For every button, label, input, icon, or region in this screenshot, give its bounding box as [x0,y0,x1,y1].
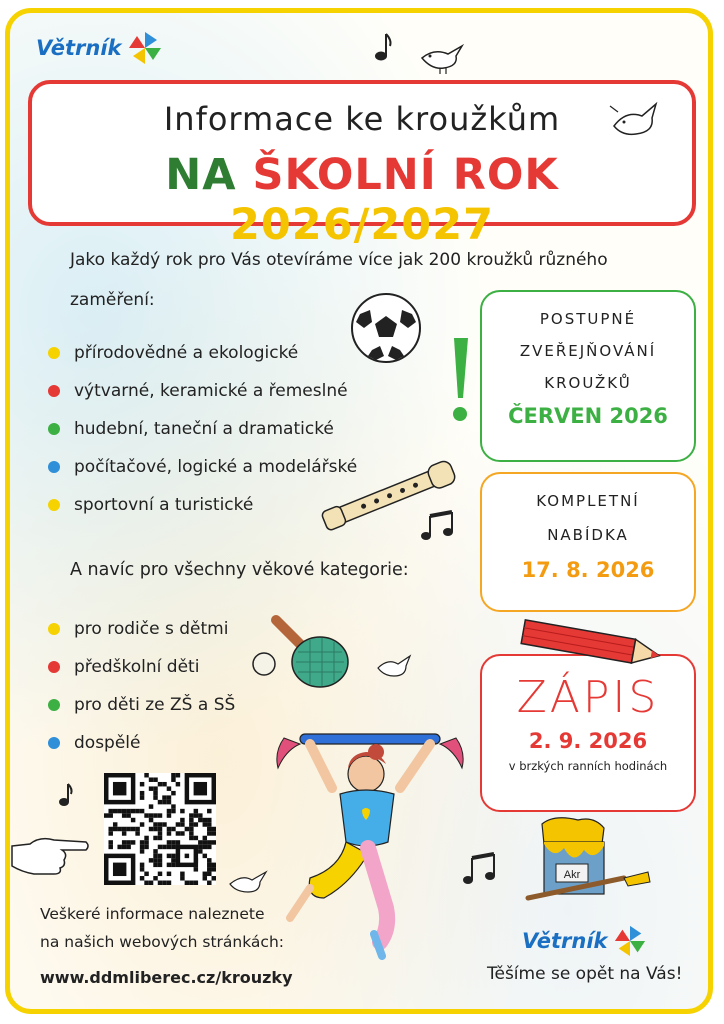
pinwheel-icon [613,924,647,958]
bullet-dot [48,385,60,397]
panel-offer-line2: NABÍDKA [547,526,629,544]
bird-icon [418,40,466,76]
panel-complete-offer [480,472,696,612]
title-part-3: ROK [452,150,559,200]
list-item [48,486,357,524]
title-heading: Informace ke kroužkům [163,100,561,138]
age-group-list [48,610,235,762]
brand-logo-bottom [522,924,647,958]
age-group-label: pro děti ze ZŠ a SŠ [74,695,236,715]
qr-code[interactable] [104,773,216,885]
panel-enrol-note: v brzkých ranních hodinách [508,759,668,773]
bullet-dot [48,461,60,473]
double-note-icon [462,852,498,886]
pinwheel-icon [127,30,163,66]
bullet-dot [48,623,60,635]
footer-line-2: na našich webových stránkách: [40,933,284,951]
panel-offer-date: 17. 8. 2026 [521,558,655,582]
pencil-icon [518,618,668,672]
paint-label: Akr [563,869,581,881]
paint-can-icon [524,814,664,910]
bullet-dot [48,347,60,359]
age-group-label: pro rodiče s dětmi [74,619,229,639]
intro-text [70,240,608,320]
small-bird-icon [374,652,414,682]
footer-line-1: Veškeré informace naleznete [40,905,265,923]
dove-icon [608,96,662,140]
list-item [48,448,357,486]
title-part-2: ŠKOLNÍ [252,150,453,200]
list-item [48,372,357,410]
category-label: počítačové, logické a modelářské [74,457,358,477]
website-link[interactable]: www.ddmliberec.cz/krouzky [40,968,293,987]
bullet-dot [48,661,60,673]
bullet-dot [48,699,60,711]
category-label: sportovní a turistické [74,495,254,515]
brand-name: Větrník [522,929,608,953]
intro-line-1: Jako každý rok pro Vás otevíráme více jak 200 kroužků různého [70,250,608,270]
music-note-icon [374,32,394,62]
category-label: výtvarné, keramické a řemeslné [74,381,348,401]
title-school-year [32,150,692,250]
title-part-4: 2026/2027 [229,200,495,250]
panel-gradual-date: ČERVEN 2026 [508,404,668,428]
small-bird-icon [226,866,270,898]
panel-gradual-line1: POSTUPNÉ [539,310,637,328]
category-list [48,334,357,524]
bullet-dot [48,499,60,511]
list-item [48,334,357,372]
panel-offer-line1: KOMPLETNÍ [536,492,640,510]
footer-info [40,900,284,956]
bullet-dot [48,737,60,749]
title-box [28,80,696,250]
age-group-label: předškolní děti [74,657,200,677]
list-item [48,724,235,762]
double-note-icon [420,512,456,542]
panel-enrol-title: ZÁPIS [516,672,660,723]
age-group-label: dospělé [74,733,141,753]
title-part-1: NA [165,150,253,200]
brand-logo-top [36,30,163,66]
list-item [48,686,235,724]
soccer-ball-icon [350,292,422,364]
ping-pong-paddle-icon [250,612,354,694]
panel-gradual-publishing [480,290,696,462]
bullet-dot [48,423,60,435]
age-heading: A navíc pro všechny věkové kategorie: [70,560,409,580]
panel-gradual-line2: ZVEŘEJŇOVÁNÍ [519,342,657,360]
brand-name: Větrník [36,36,122,60]
list-item [48,610,235,648]
pointing-hand-icon [10,826,90,878]
category-label: hudební, taneční a dramatické [74,419,334,439]
list-item [48,410,357,448]
panel-enrol-date: 2. 9. 2026 [528,729,648,753]
exclamation-icon [446,336,474,426]
list-item [48,648,235,686]
panel-enrolment [480,654,696,812]
intro-line-2: zaměření: [70,290,155,310]
closing-text: Těšíme se opět na Vás! [487,964,683,984]
category-label: přírodovědné a ekologické [74,343,299,363]
panel-gradual-line3: KROUŽKŮ [544,374,632,392]
music-note-icon [58,782,74,808]
dancer-illustration [270,728,470,968]
